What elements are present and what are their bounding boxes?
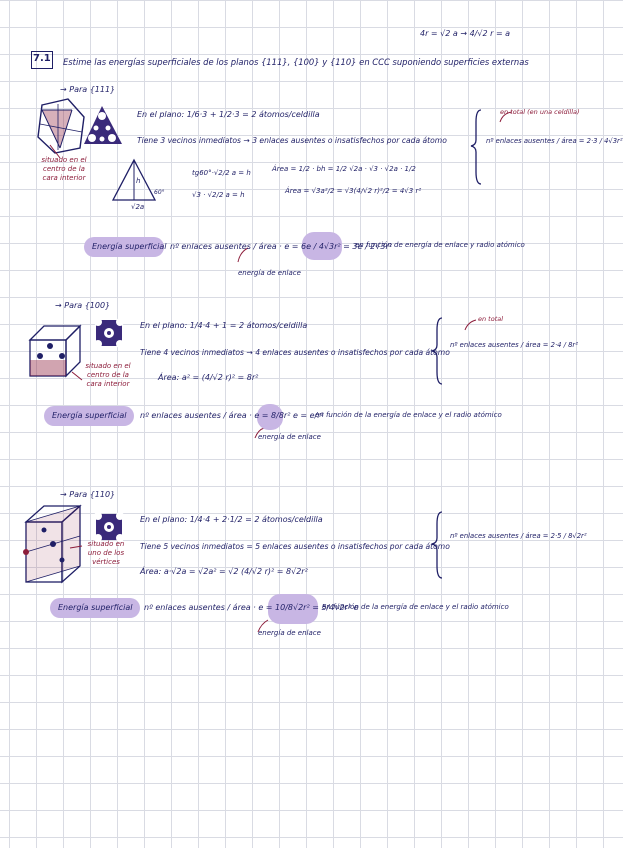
s100-ratio-note: en total: [478, 315, 504, 323]
s111-height-note: tg60°·√2/2 a = h: [192, 169, 251, 177]
s111-energy-note: en función de energía de enlace y radio atómico: [355, 241, 525, 249]
s110-side-label: situado en uno de los vértices: [87, 540, 125, 566]
s111-neighbors: Tiene 3 vecinos inmediatos → 3 enlaces ausentes o insatisfechos por cada átomo: [137, 136, 447, 145]
s100-energy-note: en función de la energía de enlace y el radio atómico: [315, 411, 502, 419]
s100-energy-sub: energía de enlace: [258, 433, 321, 441]
s110-atoms: En el plano: 1/4·4 + 2·1/2 = 2 átomos/celdilla: [140, 515, 323, 524]
s110-energy-note: en función de la energía de enlace y el radio atómico: [322, 603, 509, 611]
s111-title: → Para {111}: [60, 85, 116, 94]
s110-energy-label: Energía superficial: [58, 603, 133, 612]
s110-cube-icon: [23, 506, 80, 582]
s111-atoms: En el plano: 1/6·3 + 1/2·3 = 2 átomos/celdilla: [137, 110, 320, 119]
s100-neighbors: Tiene 4 vecinos inmediatos → 4 enlaces ausentes o insatisfechos por cada átomo: [140, 348, 450, 357]
s100-atoms: En el plano: 1/4·4 + 1 = 2 átomos/celdilla: [140, 321, 308, 330]
s111-energy-eq: nº enlaces ausentes / área · e = 6e / 4√3r² = 3e / 2√3r²: [170, 242, 392, 251]
s100-energy-eq: nº enlaces ausentes / área · e = 8/8r² e = e/r²: [140, 411, 324, 420]
problem-statement: Estime las energías superficiales de los planos {111}, {100} y {110} en CCC suponiendo superficies externas: [63, 57, 529, 67]
s111-area-result: Área = √3a²/2 = √3(4/√2 r)²/2 = 4√3 r²: [285, 187, 422, 195]
s110-neighbors: Tiene 5 vecinos inmediatos = 5 enlaces ausentes o insatisfechos por cada átomo: [140, 542, 450, 551]
s110-energy-eq: nº enlaces ausentes / área · e = 10/8√2r² = 5/4√2r² e: [144, 603, 359, 612]
s110-energy-sub: energía de enlace: [258, 629, 321, 637]
s110-rect-icon: [94, 512, 124, 542]
s111-side-label: situado en el centro de la cara interior: [41, 156, 87, 182]
s111-area-calc: Área = 1/2 · bh = 1/2 √2a · √3 · √2a · 1/2: [272, 165, 416, 173]
s100-ratio-label: nº enlaces ausentes / área = 2·4 / 8r²: [450, 341, 578, 349]
s111-energy-label: Energía superficial: [92, 242, 167, 251]
s111-energy-sub: energía de enlace: [238, 269, 301, 277]
s110-area: Área: a·√2a = √2a² = √2 (4/√2 r)² = 8√2r²: [140, 567, 308, 576]
problem-number: 7.1: [33, 53, 51, 64]
s100-title: → Para {100}: [55, 301, 111, 310]
radius-relation: 4r = √2 a → 4/√2 r = a: [420, 29, 511, 38]
s111-tri-side: √2a: [131, 203, 145, 211]
s100-energy-label: Energía superficial: [52, 411, 127, 420]
s111-height-note2: √3 · √2/2 a = h: [192, 191, 245, 199]
s111-tri-h: h: [136, 177, 141, 185]
s111-tri-angle: 60°: [154, 189, 165, 196]
s110-ratio-label: nº enlaces ausentes / área = 2·5 / 8√2r²: [450, 532, 587, 540]
s111-ratio-note: en total (en una celdilla): [500, 108, 580, 116]
s100-side-label: situado en el centro de la cara interior: [85, 362, 131, 388]
s100-area: Área: a² = (4/√2 r)² = 8r²: [158, 373, 259, 382]
s110-title: → Para {110}: [60, 490, 116, 499]
s111-ratio-label: nº enlaces ausentes / área = 2·3 / 4√3r²: [486, 137, 623, 145]
